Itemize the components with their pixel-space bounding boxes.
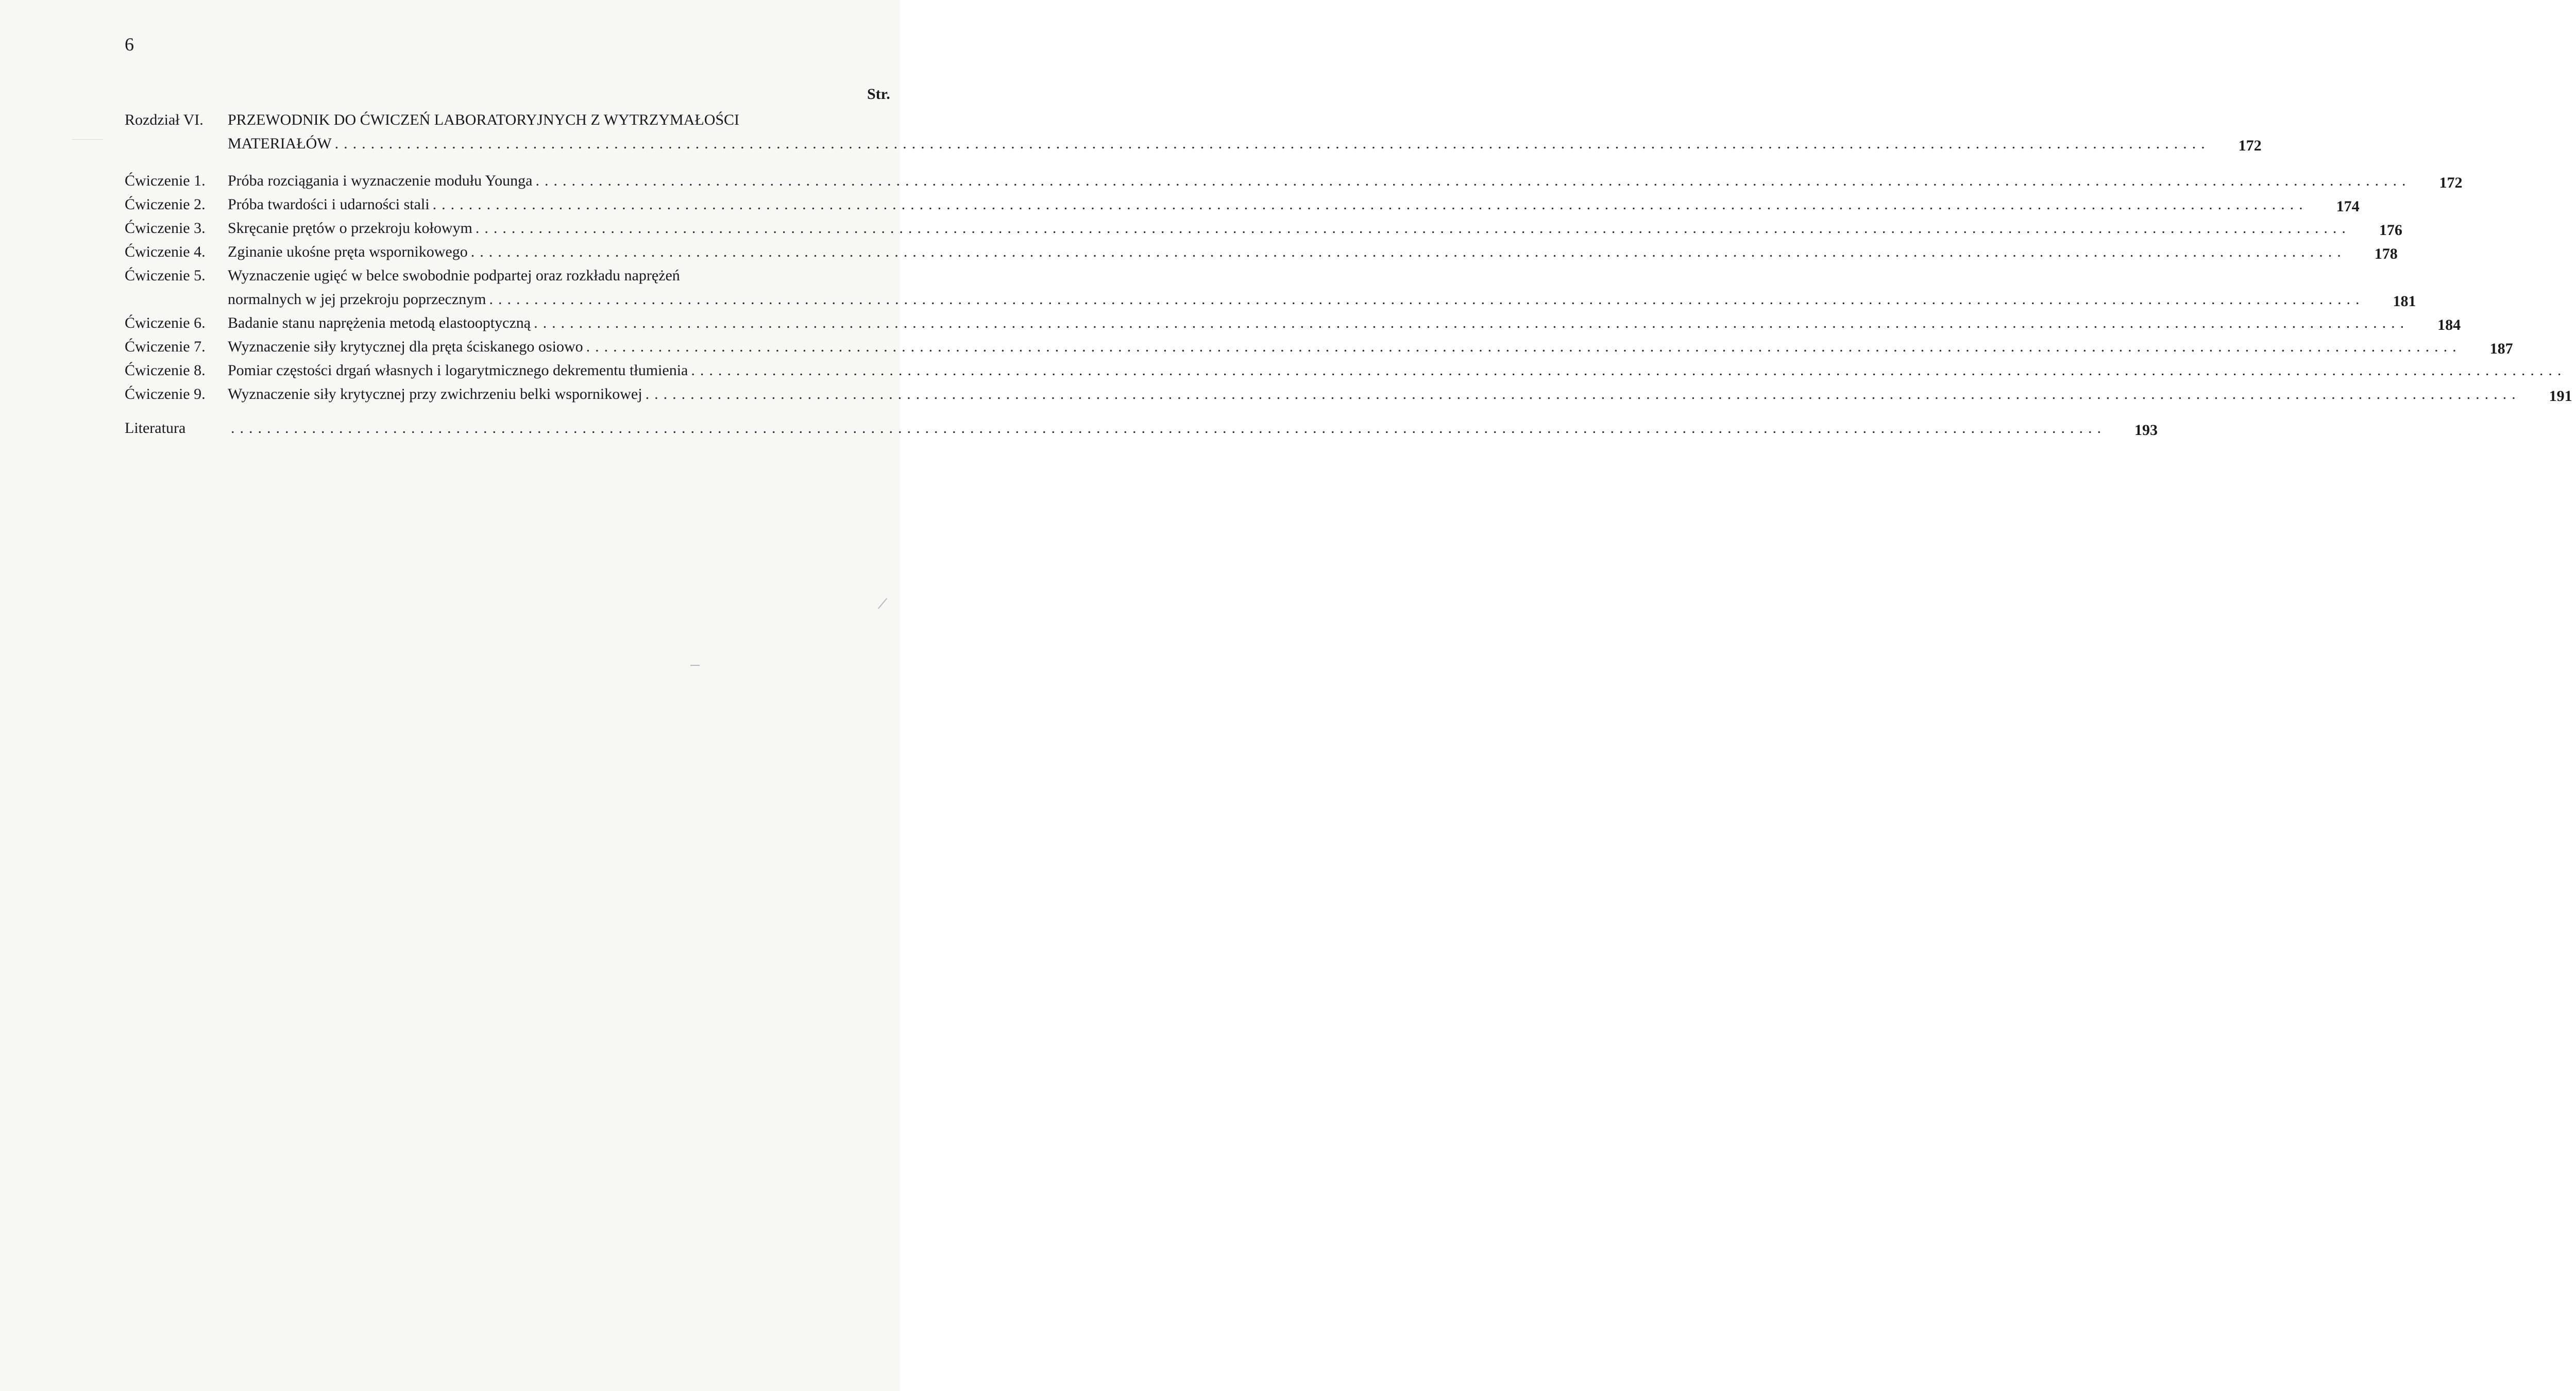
toc-entry-title: Próba twardości i udarności stali (228, 196, 430, 213)
paper-speck (878, 598, 887, 609)
toc-entry-page: 181 (2393, 293, 2416, 310)
toc-literature-row (125, 416, 2158, 440)
toc-entry-8 (125, 359, 892, 382)
dot-leader (228, 416, 2106, 440)
dot-leader (472, 216, 2351, 240)
toc-chapter-body (228, 108, 2262, 156)
toc-entry-label: Ćwiczenie 7. (125, 338, 206, 355)
toc-entry-label: Ćwiczenie 8. (125, 362, 206, 379)
toc-entry-label: Ćwiczenie 2. (125, 196, 206, 213)
toc-entry-page: 191 (2549, 388, 2572, 405)
toc-entry-2 (125, 193, 2360, 216)
toc-literature-label: Literatura (125, 420, 186, 437)
toc-entry-page: 187 (2489, 340, 2513, 357)
toc-entry-label: Ćwiczenie 1. (125, 172, 206, 189)
toc-entry-body (228, 359, 2576, 382)
dot-leader (531, 311, 2409, 335)
paper-speck (690, 665, 700, 666)
toc-entry-page: 178 (2374, 245, 2398, 262)
toc-chapter-label: Rozdział VI. (125, 111, 204, 128)
page-number: 6 (125, 34, 134, 55)
toc-entry-body (228, 169, 2463, 193)
toc-chapter-title-line2: MATERIAŁÓW (228, 135, 332, 152)
toc-entry-label: Ćwiczenie 3. (125, 220, 206, 237)
table-of-contents (125, 108, 2572, 440)
toc-entry-label: Ćwiczenie 4. (125, 243, 206, 260)
toc-entry-body (228, 311, 2461, 335)
toc-entry-page: 174 (2336, 198, 2360, 215)
toc-entry-body (228, 193, 2360, 216)
toc-entry-title: Pomiar częstości drgań własnych i logarytmicznego dekrementu tłumienia (228, 362, 688, 379)
toc-entry-title: Zginanie ukośne pręta wspornikowego (228, 243, 468, 260)
toc-entry-title: Wyznaczenie siły krytycznej przy zwichrzeniu belki wspornikowej (228, 386, 642, 403)
toc-entry-5 (125, 264, 2416, 311)
dot-leader (486, 288, 2364, 311)
toc-entry-page (2571, 361, 2576, 384)
toc-chapter-title-line2-wrap (228, 132, 2210, 156)
toc-entry-body (228, 382, 2572, 406)
toc-entry-3 (125, 216, 2402, 240)
toc-entry-body (228, 264, 2416, 311)
toc-entry-page: 172 (2439, 174, 2463, 191)
toc-chapter-row (125, 108, 2262, 156)
toc-entry-body (228, 240, 2398, 264)
dot-leader (468, 240, 2346, 264)
toc-entry-title-line2: normalnych w jej przekroju poprzecznym (228, 291, 486, 308)
toc-entry-title: Wyznaczenie siły krytycznej dla pręta ściskanego osiowo (228, 338, 583, 355)
dot-leader (430, 193, 2308, 216)
page-column-label: Str. (867, 86, 890, 103)
toc-literature-page: 193 (2134, 422, 2158, 439)
toc-entry-9 (125, 382, 2572, 406)
toc-entry-title: Skręcanie prętów o przekroju kołowym (228, 220, 472, 237)
dot-leader (332, 132, 2210, 156)
toc-entry-body (228, 216, 2402, 240)
toc-entry-page: 176 (2379, 222, 2402, 239)
toc-literature-body (228, 416, 2158, 440)
toc-chapter-title-line1: PRZEWODNIK DO ĆWICZEŃ LABORATORYJNYCH Z WYTRZYMAŁOŚCI (228, 111, 740, 128)
toc-entry-title: Badanie stanu naprężenia metodą elastooptyczną (228, 314, 531, 331)
toc-entry-4 (125, 240, 2398, 264)
toc-entry-body (228, 335, 2513, 359)
toc-entry-label: Ćwiczenie 9. (125, 386, 206, 403)
toc-entry-page: 184 (2437, 316, 2461, 333)
toc-entry-6 (125, 311, 2461, 335)
toc-entry-title-line1: Wyznaczenie ugięć w belce swobodnie podpartej oraz rozkładu naprężeń (228, 267, 680, 284)
toc-entry-1 (125, 169, 2463, 193)
dot-leader (583, 335, 2462, 359)
toc-entry-title: Próba rozciągania i wyznaczenie modułu Younga (228, 172, 533, 189)
paper-speck (72, 139, 103, 140)
dot-leader (642, 382, 2521, 406)
toc-entry-7 (125, 335, 2513, 359)
toc-chapter-page: 172 (2238, 137, 2262, 154)
toc-entry-label: Ćwiczenie 5. (125, 267, 206, 284)
dot-leader (533, 169, 2411, 193)
dot-leader (688, 359, 2566, 382)
toc-entry-label: Ćwiczenie 6. (125, 314, 206, 331)
